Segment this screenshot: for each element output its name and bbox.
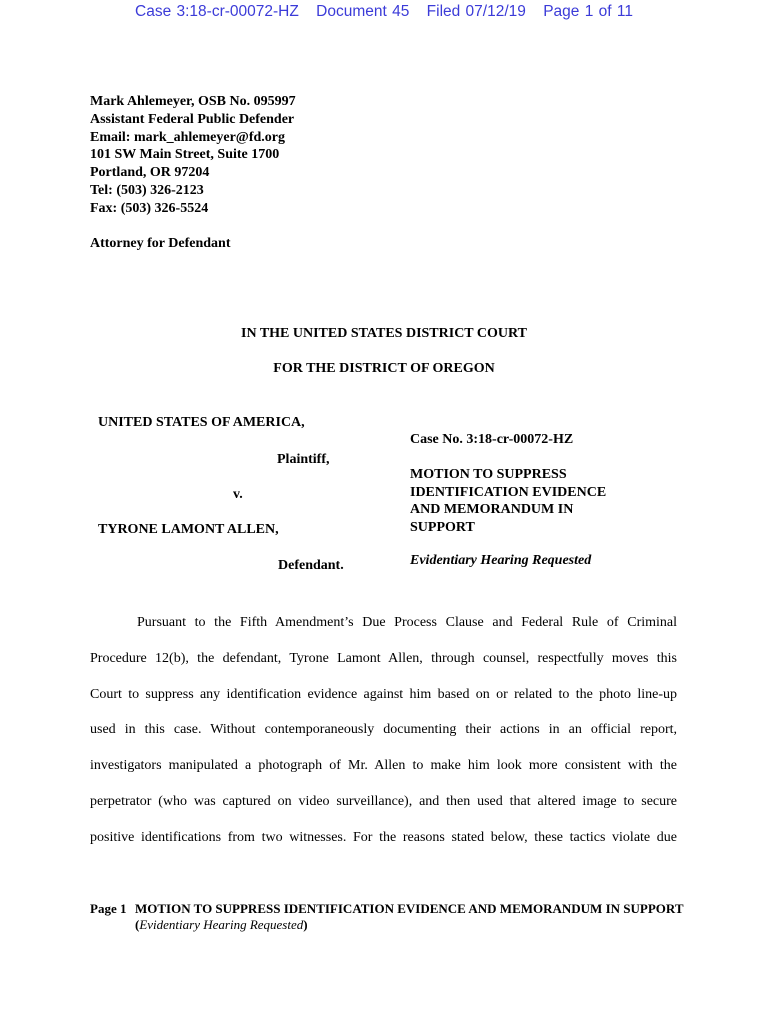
attorney-street: 101 SW Main Street, Suite 1700 (90, 147, 280, 163)
attorney-fax: Fax: (503) 326-5524 (90, 200, 209, 216)
court-name: IN THE UNITED STATES DISTRICT COURT (241, 326, 527, 341)
body-line: Procedure 12(b), the defendant, Tyrone Lamont Allen, through counsel, respectfully moves this (90, 650, 677, 666)
versus-label: v. (233, 487, 243, 502)
ecf-case-number: Case 3:18-cr-00072-HZ (135, 3, 299, 20)
plaintiff-name: UNITED STATES OF AMERICA, (98, 415, 305, 430)
body-line: perpetrator (who was captured on video surveillance), and then used that altered image to secure (90, 793, 677, 809)
body-line: Court to suppress any identification evidence against him based on or related to the photo line-up (90, 686, 677, 702)
body-line: investigators manipulated a photograph of Mr. Allen to make him look more consistent with the (90, 758, 677, 774)
attorney-role: Attorney for Defendant (90, 236, 231, 251)
motion-title-line: SUPPORT (410, 519, 475, 535)
case-number: Case No. 3:18-cr-00072-HZ (410, 432, 574, 447)
footer-paren-close: ) (303, 917, 308, 932)
body-line: used in this case. Without contemporaneously documenting their actions in an official report, (90, 722, 677, 738)
plaintiff-label: Plaintiff, (277, 452, 330, 467)
attorney-city: Portland, OR 97204 (90, 165, 210, 181)
attorney-block (90, 93, 296, 218)
court-district: FOR THE DISTRICT OF OREGON (273, 361, 495, 376)
motion-body (90, 605, 677, 856)
footer-title: MOTION TO SUPPRESS IDENTIFICATION EVIDENCE AND MEMORANDUM IN SUPPORT (135, 901, 684, 916)
ecf-page-count: Page 1 of 11 (543, 3, 633, 20)
defendant-label: Defendant. (278, 558, 344, 573)
defendant-name: TYRONE LAMONT ALLEN, (98, 522, 279, 537)
page-footer (90, 901, 684, 933)
ecf-filed-date: Filed 07/12/19 (426, 3, 526, 20)
attorney-title: Assistant Federal Public Defender (90, 111, 295, 127)
footer-page-label: Page 1 (90, 901, 127, 916)
body-line: positive identifications from two witnesses. For the reasons stated below, these tactics violate due (90, 829, 677, 845)
footer-hearing: Evidentiary Hearing Requested (139, 917, 304, 932)
ecf-header (0, 3, 768, 21)
motion-title-line: MOTION TO SUPPRESS (410, 467, 567, 482)
attorney-name: Mark Ahlemeyer, OSB No. 095997 (90, 94, 296, 109)
body-line: Pursuant to the Fifth Amendment’s Due Process Clause and Federal Rule of Criminal (137, 615, 677, 630)
hearing-request: Evidentiary Hearing Requested (410, 553, 592, 568)
attorney-phone: Tel: (503) 326-2123 (90, 182, 204, 198)
attorney-email: Email: mark_ahlemeyer@fd.org (90, 129, 285, 145)
motion-title-line: AND MEMORANDUM IN (410, 502, 574, 517)
motion-title (410, 466, 606, 536)
ecf-document-number: Document 45 (316, 3, 410, 20)
motion-title-line: IDENTIFICATION EVIDENCE (410, 484, 607, 500)
footer-paren-open: ( (135, 917, 140, 932)
